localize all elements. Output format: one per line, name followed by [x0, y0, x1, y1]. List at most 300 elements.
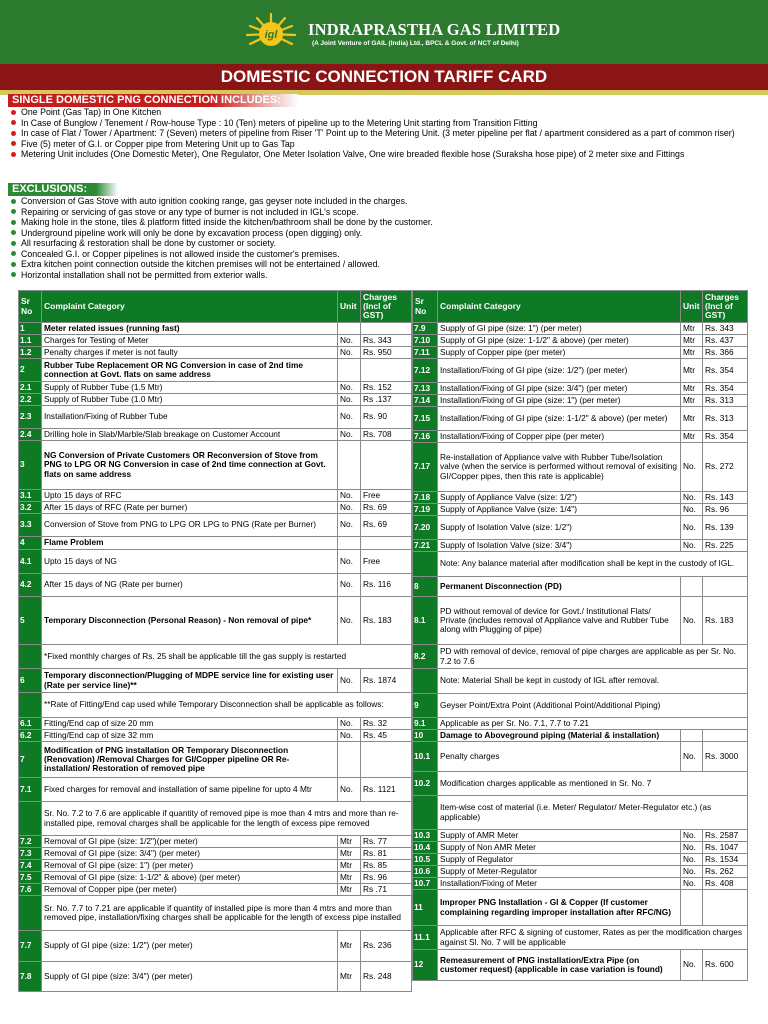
row-sr-number: 2.1	[19, 382, 42, 394]
row-category: After 15 days of NG (Rate per burner)	[42, 574, 338, 597]
row-category: Fixed charges for removal and installation of same pipeline for upto 4 Mtr	[42, 778, 338, 802]
row-sr-number	[413, 796, 438, 830]
row-sr-number: 10.4	[413, 842, 438, 854]
row-sr-number: 1	[19, 323, 42, 335]
table-row	[413, 742, 748, 772]
row-unit: Mtr	[338, 872, 361, 884]
row-charge: Rs. 116	[361, 574, 412, 597]
row-charge: Rs. 354	[703, 359, 748, 383]
exclusion-item: Underground pipeline work will only be done by excavation process (open digging) only.	[10, 228, 760, 239]
row-category: Drilling hole in Slab/Marble/Slab breakage on Customer Account	[42, 429, 338, 441]
row-charge: Rs. 143	[703, 492, 748, 504]
table-row	[413, 516, 748, 540]
row-unit: No.	[681, 540, 703, 552]
row-sr-number: 10.5	[413, 854, 438, 866]
row-unit: Mtr	[681, 395, 703, 407]
table-row	[413, 347, 748, 359]
row-unit: Mtr	[681, 335, 703, 347]
table-row	[19, 693, 412, 718]
row-unit: No.	[338, 514, 361, 537]
row-unit	[681, 890, 703, 926]
row-unit: No.	[338, 574, 361, 597]
exclusion-item: Repairing or servicing of gas stove or any type of burner is not included in IGL's scope.	[10, 207, 760, 218]
table-row	[413, 866, 748, 878]
row-sr-number: 7.5	[19, 872, 42, 884]
row-sr-number: 7.1	[19, 778, 42, 802]
inclusions-heading: SINGLE DOMESTIC PNG CONNECTION INCLUDES:	[8, 94, 298, 107]
row-sr-number: 9.1	[413, 718, 438, 730]
exclusion-item: Conversion of Gas Stove with auto ignition cooking range, gas geyser note included in the charges.	[10, 196, 760, 207]
row-unit	[338, 359, 361, 382]
table-row	[413, 950, 748, 981]
table-row	[413, 854, 748, 866]
table-row	[19, 323, 412, 335]
row-unit: Mtr	[681, 323, 703, 335]
row-category: Sr. No. 7.7 to 7.21 are applicable if quantity of installed pipe is more than 4 mtrs and more than removed pipe, installation/fixing charges shall be applicable for the length of excess pipe installed	[42, 896, 412, 931]
row-charge: Rs. 313	[703, 395, 748, 407]
sr-header: Sr No	[19, 291, 42, 323]
table-row	[413, 718, 748, 730]
charges-header: Charges (Incl of GST)	[361, 291, 412, 323]
table-row	[19, 537, 412, 550]
row-unit: Mtr	[681, 407, 703, 431]
exclusions-list	[10, 196, 760, 280]
table-row	[19, 574, 412, 597]
row-charge: Rs. 69	[361, 514, 412, 537]
row-sr-number: 7.12	[413, 359, 438, 383]
joint-venture-text: (A Joint Venture of GAIL (India) Ltd., BPCL & Govt. of NCT of Delhi)	[312, 40, 519, 47]
table-row	[413, 926, 748, 950]
row-unit: No.	[338, 429, 361, 441]
row-charge: Rs. 183	[361, 597, 412, 645]
table-row	[19, 382, 412, 394]
row-charge	[361, 742, 412, 778]
table-row	[413, 395, 748, 407]
table-row	[413, 669, 748, 694]
table-row	[413, 878, 748, 890]
row-sr-number	[413, 552, 438, 577]
row-charge: Rs. 90	[361, 406, 412, 429]
row-category: Sr. No. 7.2 to 7.6 are applicable if quantity of removed pipe is moe than 4 mtrs and more than re-installed pipe, removal charges shall be applicable for the length of excess pipe removed	[42, 802, 412, 836]
row-category: NG Conversion of Private Customers OR Reconversion of Stove from PNG to LPG OR NG Conversion in case of 2nd time connection at Govt. flats on same address	[42, 441, 338, 490]
row-unit: No.	[338, 502, 361, 514]
row-category: Removal of GI pipe (size: 1-1/2" & above) (per meter)	[42, 872, 338, 884]
table-row	[413, 359, 748, 383]
row-charge: Rs. 139	[703, 516, 748, 540]
row-category: PD with removal of device, removal of pipe charges are applicable as per Sr. No. 7.2 to 7.6	[438, 645, 748, 669]
row-charge: Rs. 366	[703, 347, 748, 359]
row-category: Supply of Rubber Tube (1.0 Mtr)	[42, 394, 338, 406]
table-row	[19, 394, 412, 406]
table-row	[19, 429, 412, 441]
exclusion-item: Horizontal installation shall not be permitted from exterior walls.	[10, 270, 760, 281]
table-row	[19, 962, 412, 992]
row-charge	[361, 441, 412, 490]
exclusion-item: All resurfacing & restoration shall be done by customer or society.	[10, 238, 760, 249]
table-row	[19, 860, 412, 872]
row-category: Item-wise cost of material (i.e. Meter/ Regulator/ Meter-Regulator etc.) (as applicable)	[438, 796, 748, 830]
table-row	[19, 718, 412, 730]
table-row	[19, 848, 412, 860]
table-row	[413, 842, 748, 854]
table-row	[413, 407, 748, 431]
row-unit: No.	[338, 335, 361, 347]
row-unit	[338, 441, 361, 490]
row-category: Supply of Non AMR Meter	[438, 842, 681, 854]
table-row	[413, 335, 748, 347]
row-charge: Rs. 343	[703, 323, 748, 335]
row-unit: No.	[338, 394, 361, 406]
row-unit: No.	[338, 406, 361, 429]
row-unit: Mtr	[338, 836, 361, 848]
row-unit: No.	[338, 347, 361, 359]
row-category: PD without removal of device for Govt./ Institutional Flats/ Private (includes removal of Appliance valve and Rubber Tube along with Plugging of pipe)	[438, 597, 681, 645]
exclusions-heading: EXCLUSIONS:	[8, 183, 118, 196]
row-category: Improper PNG Installation - GI & Copper (If customer complaining regarding improper installation after RFC/NG)	[438, 890, 681, 926]
row-sr-number: 7.11	[413, 347, 438, 359]
row-charge	[703, 577, 748, 597]
table-row	[19, 347, 412, 359]
row-sr-number: 11	[413, 890, 438, 926]
row-category: Penalty charges if meter is not faulty	[42, 347, 338, 359]
row-unit	[681, 730, 703, 742]
row-unit: No.	[681, 597, 703, 645]
row-category: Geyser Point/Extra Point (Additional Point/Additional Piping)	[438, 694, 748, 718]
row-sr-number: 7.3	[19, 848, 42, 860]
table-row	[19, 335, 412, 347]
row-charge: Rs. 3000	[703, 742, 748, 772]
row-sr-number: 7.10	[413, 335, 438, 347]
table-row	[413, 504, 748, 516]
company-name: INDRAPRASTHA GAS LIMITED	[308, 20, 561, 39]
row-category: Applicable after RFC & signing of customer, Rates as per the modification charges against Sl. No. 7 will be applicable	[438, 926, 748, 950]
tariff-table-left	[18, 290, 412, 992]
row-charge: Free	[361, 490, 412, 502]
row-charge: Rs. 343	[361, 335, 412, 347]
row-category: Supply of GI pipe (size: 1/2") (per meter)	[42, 931, 338, 962]
row-unit: No.	[338, 718, 361, 730]
row-category: Permanent Disconnection (PD)	[438, 577, 681, 597]
row-unit	[338, 742, 361, 778]
row-sr-number: 7.18	[413, 492, 438, 504]
row-charge: Rs. 81	[361, 848, 412, 860]
row-sr-number: 7.13	[413, 383, 438, 395]
row-category: Supply of Rubber Tube (1.5 Mtr)	[42, 382, 338, 394]
row-unit: Mtr	[338, 884, 361, 896]
row-unit: Mtr	[681, 431, 703, 443]
table-row	[413, 772, 748, 796]
table-row	[19, 669, 412, 693]
row-charge	[361, 359, 412, 382]
row-charge: Rs. 45	[361, 730, 412, 742]
page-title: DOMESTIC CONNECTION TARIFF CARD	[0, 64, 768, 90]
row-unit: Mtr	[338, 848, 361, 860]
row-charge: Rs. 236	[361, 931, 412, 962]
inclusion-item: In Case of Bunglow / Tenement / Row-house Type : 10 (Ten) meters of pipeline up to the Metering Unit starting from Transition Fitting	[10, 118, 760, 129]
row-category: Temporary disconnection/Plugging of MDPE service line for existing user (Rate per service line)**	[42, 669, 338, 693]
table-row	[413, 540, 748, 552]
table-row	[19, 550, 412, 574]
row-category: Installation/Fixing of GI pipe (size: 1/2") (per meter)	[438, 359, 681, 383]
inclusions-list	[10, 107, 760, 160]
row-category: Flame Problem	[42, 537, 338, 550]
row-sr-number: 9	[413, 694, 438, 718]
category-header: Complaint Category	[438, 291, 681, 323]
row-sr-number: 7.21	[413, 540, 438, 552]
row-sr-number: 3.2	[19, 502, 42, 514]
row-charge: Rs. 1874	[361, 669, 412, 693]
row-sr-number: 7.14	[413, 395, 438, 407]
row-unit: No.	[338, 778, 361, 802]
row-unit: No.	[338, 669, 361, 693]
row-unit: Mtr	[681, 383, 703, 395]
row-charge: Rs. 183	[703, 597, 748, 645]
row-charge: Rs. 2587	[703, 830, 748, 842]
row-sr-number: 2.4	[19, 429, 42, 441]
row-charge: Rs. 708	[361, 429, 412, 441]
row-category: Supply of Regulator	[438, 854, 681, 866]
row-category: Supply of Isolation Valve (size: 1/2")	[438, 516, 681, 540]
row-category: Installation/Fixing of GI pipe (size: 3/4") (per meter)	[438, 383, 681, 395]
charges-header: Charges (Incl of GST)	[703, 291, 748, 323]
row-sr-number: 10.2	[413, 772, 438, 796]
table-row	[19, 742, 412, 778]
table-row	[413, 645, 748, 669]
row-sr-number: 1.1	[19, 335, 42, 347]
unit-header: Unit	[338, 291, 361, 323]
table-header-row	[413, 291, 748, 323]
row-unit: No.	[681, 516, 703, 540]
exclusion-item: Making hole in the stone, tiles & platform fitted inside the kitchen/bathroom shall be done by the customer.	[10, 217, 760, 228]
table-row	[413, 694, 748, 718]
row-sr-number: 7	[19, 742, 42, 778]
row-unit: No.	[338, 597, 361, 645]
row-sr-number: 4.1	[19, 550, 42, 574]
row-category: Supply of AMR Meter	[438, 830, 681, 842]
table-row	[413, 552, 748, 577]
table-row	[413, 492, 748, 504]
row-unit: No.	[681, 830, 703, 842]
row-sr-number: 7.16	[413, 431, 438, 443]
row-charge: Rs. 437	[703, 335, 748, 347]
row-sr-number: 7.9	[413, 323, 438, 335]
row-charge	[361, 537, 412, 550]
row-charge: Rs. 262	[703, 866, 748, 878]
table-row	[19, 502, 412, 514]
row-sr-number: 3.3	[19, 514, 42, 537]
inclusion-item: In case of Flat / Tower / Apartment: 7 (Seven) meters of pipeline from Riser 'T' Point up to the Metering Unit. (3 meter pipeline per flat / apartment considered as a part of common riser)	[10, 128, 760, 139]
table-row	[413, 443, 748, 492]
row-category: Applicable as per Sr. No. 7.1, 7.7 to 7.21	[438, 718, 748, 730]
row-category: Installation/Fixing of Meter	[438, 878, 681, 890]
unit-header: Unit	[681, 291, 703, 323]
row-unit: No.	[338, 490, 361, 502]
row-category: Fitting/End cap of size 20 mm	[42, 718, 338, 730]
table-row	[19, 441, 412, 490]
row-sr-number: 3	[19, 441, 42, 490]
table-row	[19, 896, 412, 931]
row-sr-number: 8.1	[413, 597, 438, 645]
table-row	[19, 872, 412, 884]
row-charge: Rs. 248	[361, 962, 412, 992]
exclusion-item: Concealed G.I. or Copper pipelines is not allowed inside the customer's premises.	[10, 249, 760, 260]
table-row	[19, 730, 412, 742]
row-unit	[681, 577, 703, 597]
row-unit: No.	[681, 878, 703, 890]
row-sr-number: 10.7	[413, 878, 438, 890]
row-category: Installation/Fixing of Copper pipe (per meter)	[438, 431, 681, 443]
row-charge: Rs. 408	[703, 878, 748, 890]
row-sr-number: 2	[19, 359, 42, 382]
inclusion-item: One Point (Gas Tap) in One Kitchen	[10, 107, 760, 118]
row-sr-number: 6	[19, 669, 42, 693]
row-category: Upto 15 days of RFC	[42, 490, 338, 502]
row-unit: No.	[338, 382, 361, 394]
row-category: Supply of GI pipe (size: 1") (per meter)	[438, 323, 681, 335]
table-row	[413, 323, 748, 335]
row-category: Conversion of Stove from PNG to LPG OR LPG to PNG (Rate per Burner)	[42, 514, 338, 537]
table-row	[19, 514, 412, 537]
row-charge: Rs. 354	[703, 383, 748, 395]
row-category: Supply of Copper pipe (per meter)	[438, 347, 681, 359]
row-charge: Rs. 77	[361, 836, 412, 848]
category-header: Complaint Category	[42, 291, 338, 323]
row-charge: Rs. 96	[703, 504, 748, 516]
row-charge: Rs. 600	[703, 950, 748, 981]
row-unit: No.	[681, 504, 703, 516]
row-category: Removal of Copper pipe (per meter)	[42, 884, 338, 896]
row-sr-number: 2.2	[19, 394, 42, 406]
row-sr-number: 7.6	[19, 884, 42, 896]
table-row	[413, 597, 748, 645]
logo-text: igl	[264, 29, 278, 41]
row-sr-number: 7.17	[413, 443, 438, 492]
row-charge: Rs. 272	[703, 443, 748, 492]
row-unit: No.	[681, 854, 703, 866]
row-sr-number: 3.1	[19, 490, 42, 502]
row-unit: Mtr	[681, 347, 703, 359]
row-category: Supply of GI pipe (size: 1-1/2" & above) (per meter)	[438, 335, 681, 347]
row-charge: Rs. 225	[703, 540, 748, 552]
row-category: Installation/Fixing of GI pipe (size: 1") (per meter)	[438, 395, 681, 407]
row-charge: Rs. 32	[361, 718, 412, 730]
table-row	[413, 730, 748, 742]
row-sr-number: 7.4	[19, 860, 42, 872]
row-sr-number	[19, 645, 42, 669]
row-charge: Rs. 1534	[703, 854, 748, 866]
row-unit: No.	[681, 742, 703, 772]
row-sr-number: 11.1	[413, 926, 438, 950]
row-charge	[703, 730, 748, 742]
table-row	[19, 359, 412, 382]
row-category: Modification charges applicable as mentioned in Sr. No. 7	[438, 772, 748, 796]
row-category: After 15 days of RFC (Rate per burner)	[42, 502, 338, 514]
row-sr-number: 7.20	[413, 516, 438, 540]
sun-flame-logo-icon	[240, 12, 302, 56]
row-category: Supply of GI pipe (size: 3/4") (per meter)	[42, 962, 338, 992]
row-category: Removal of GI pipe (size: 1") (per meter)	[42, 860, 338, 872]
row-charge: Rs. 313	[703, 407, 748, 431]
row-unit: No.	[338, 730, 361, 742]
table-row	[19, 597, 412, 645]
table-row	[413, 383, 748, 395]
row-category: Modification of PNG installation OR Temporary Disconnection (Renovation) /Removal Charges for GI/Copper pipeline OR Re-installation/ Restoration of removed pipe	[42, 742, 338, 778]
row-charge: Rs. 1047	[703, 842, 748, 854]
row-category: Supply of Appliance Valve (size: 1/2")	[438, 492, 681, 504]
row-category: Removal of GI pipe (size: 1/2")(per meter)	[42, 836, 338, 848]
row-category: Charges for Testing of Meter	[42, 335, 338, 347]
row-sr-number	[19, 896, 42, 931]
table-header-row	[19, 291, 412, 323]
row-sr-number: 2.3	[19, 406, 42, 429]
row-charge: Rs. 152	[361, 382, 412, 394]
row-charge: Rs .137	[361, 394, 412, 406]
row-sr-number: 7.15	[413, 407, 438, 431]
row-category: Installation/Fixing of GI pipe (size: 1-1/2" & above) (per meter)	[438, 407, 681, 431]
table-row	[413, 431, 748, 443]
row-unit: No.	[681, 842, 703, 854]
row-unit: Mtr	[681, 359, 703, 383]
row-charge: Rs. 85	[361, 860, 412, 872]
row-category: *Fixed monthly charges of Rs. 25 shall be applicable till the gas supply is restarted	[42, 645, 412, 669]
row-category: Note: Any balance material after modification shall be kept in the custody of IGL.	[438, 552, 748, 577]
row-unit: No.	[338, 550, 361, 574]
row-sr-number	[413, 669, 438, 694]
row-category: Temporary Disconnection (Personal Reason) - Non removal of pipe*	[42, 597, 338, 645]
table-row	[413, 890, 748, 926]
row-category: Upto 15 days of NG	[42, 550, 338, 574]
row-charge: Rs. 354	[703, 431, 748, 443]
row-charge	[361, 323, 412, 335]
table-row	[19, 406, 412, 429]
row-category: Supply of Appliance Valve (size: 1/4")	[438, 504, 681, 516]
table-row	[19, 778, 412, 802]
row-sr-number: 7.19	[413, 504, 438, 516]
row-charge: Rs. 950	[361, 347, 412, 359]
row-category: Rubber Tube Replacement OR NG Conversion in case of 2nd time connection at Govt. flats on same address	[42, 359, 338, 382]
sr-header: Sr No	[413, 291, 438, 323]
inclusion-item: Metering Unit includes (One Domestic Meter), One Regulator, One Meter Isolation Valve, One wire breaded flexible hose (Suraksha hose pipe) of 2 meter sixe and Fittings	[10, 149, 760, 160]
row-category: Fitting/End cap of size 32 mm	[42, 730, 338, 742]
table-row	[413, 796, 748, 830]
row-category: Penalty charges	[438, 742, 681, 772]
table-row	[19, 802, 412, 836]
table-row	[19, 884, 412, 896]
row-sr-number: 4	[19, 537, 42, 550]
row-category: Installation/Fixing of Rubber Tube	[42, 406, 338, 429]
row-charge: Rs .71	[361, 884, 412, 896]
table-row	[19, 490, 412, 502]
row-sr-number: 7.2	[19, 836, 42, 848]
row-unit: No.	[681, 950, 703, 981]
exclusion-item: Extra kitchen point connection outside the kitchen premises will not be entertained / allowed.	[10, 259, 760, 270]
header-bar	[0, 0, 768, 64]
row-unit	[338, 323, 361, 335]
row-sr-number: 4.2	[19, 574, 42, 597]
row-unit: No.	[681, 866, 703, 878]
row-category: Supply of Isolation Valve (size: 3/4")	[438, 540, 681, 552]
row-category: **Rate of Fitting/End cap used while Temporary Disconnection shall be applicable as follows:	[42, 693, 412, 718]
row-category: Removal of GI pipe (size: 3/4") (per meter)	[42, 848, 338, 860]
row-category: Damage to Aboveground piping (Material & installation)	[438, 730, 681, 742]
row-sr-number: 10.1	[413, 742, 438, 772]
row-category: Re-installation of Appliance valve with Rubber Tube/Isolation valve (when the service is performed without removal of exisiting GI/Copper pipes, then this rate is applicable)	[438, 443, 681, 492]
tariff-table-right	[412, 290, 748, 981]
row-sr-number: 12	[413, 950, 438, 981]
row-sr-number: 7.8	[19, 962, 42, 992]
row-sr-number: 10	[413, 730, 438, 742]
row-sr-number: 10.6	[413, 866, 438, 878]
